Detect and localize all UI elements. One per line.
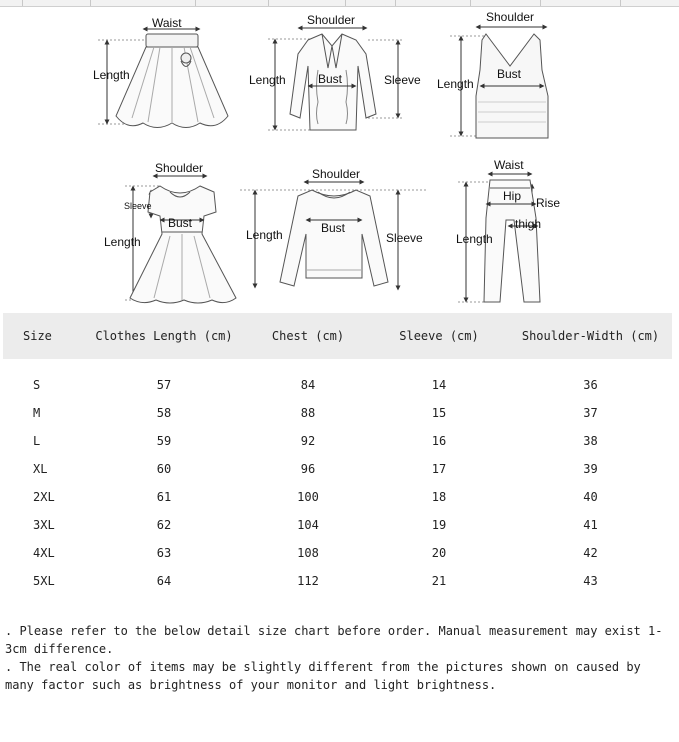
sleeve-cell: 15 [431, 406, 447, 420]
size-cell: 5XL [33, 574, 55, 588]
tank-top-length-label: Length [437, 77, 474, 91]
sweater-sleeve-label: Sleeve [386, 231, 423, 245]
size-cell: 3XL [33, 518, 55, 532]
size-cell: L [33, 434, 41, 448]
sleeve-cell: 16 [431, 434, 447, 448]
blazer-sleeve-label: Sleeve [384, 73, 421, 87]
chest-cell: 96 [300, 462, 316, 476]
column-header-size: Size [23, 329, 52, 343]
size-cell: 2XL [33, 490, 55, 504]
column-header-clothes-length: Clothes Length (cm) [95, 329, 233, 343]
sweater-bust-label: Bust [321, 221, 346, 235]
blazer-shoulder-label: Shoulder [307, 13, 356, 27]
chest-cell: 108 [297, 546, 319, 560]
sleeve-cell: 21 [431, 574, 447, 588]
sleeve-cell: 19 [431, 518, 447, 532]
skirt-length-label: Length [93, 68, 130, 82]
sleeve-cell: 14 [431, 378, 447, 392]
table-row [3, 399, 672, 427]
chest-cell: 88 [300, 406, 316, 420]
notes-section [5, 622, 675, 694]
size-cell: M [33, 406, 41, 420]
dress-shoulder-label: Shoulder [155, 161, 204, 175]
chest-cell: 112 [297, 574, 319, 588]
tank-top-bust-label: Bust [497, 67, 522, 81]
size-chart-table [3, 313, 672, 595]
chest-cell: 84 [300, 378, 316, 392]
table-header-row [3, 313, 672, 359]
chest-cell: 104 [297, 518, 319, 532]
dress-length-label: Length [104, 235, 141, 249]
shoulder-cell: 38 [583, 434, 598, 448]
length-cell: 61 [156, 490, 172, 504]
dress-diagram [125, 176, 236, 303]
blazer-length-label: Length [249, 73, 286, 87]
table-row [3, 427, 672, 455]
chest-cell: 100 [297, 490, 319, 504]
shoulder-cell: 40 [583, 490, 598, 504]
shoulder-cell: 37 [583, 406, 598, 420]
measurement-diagrams [0, 6, 679, 306]
size-cell: 4XL [33, 546, 55, 560]
size-cell: XL [33, 462, 48, 476]
length-cell: 60 [156, 462, 172, 476]
shoulder-cell: 36 [583, 378, 598, 392]
dress-bust-label: Bust [168, 216, 193, 230]
sweater-shoulder-label: Shoulder [312, 167, 361, 181]
length-cell: 58 [156, 406, 172, 420]
length-cell: 64 [156, 574, 172, 588]
column-header-sleeve: Sleeve (cm) [399, 329, 479, 343]
length-cell: 63 [156, 546, 172, 560]
dress-sleeve-label: Sleeve [124, 201, 152, 211]
pants-thigh-label: thigh [515, 217, 542, 231]
shoulder-cell: 42 [583, 546, 598, 560]
chest-cell: 92 [300, 434, 316, 448]
length-cell: 62 [156, 518, 172, 532]
blazer-bust-label: Bust [318, 72, 343, 86]
table-row [3, 483, 672, 511]
color-note: . The real color of items may be slightly different from the pictures shown on caused by many factor such as brightness of your monitor and light brightness. [5, 660, 648, 692]
length-cell: 57 [156, 378, 172, 392]
tank-top-shoulder-label: Shoulder [486, 10, 535, 24]
size-cell: S [33, 378, 41, 392]
table-row [3, 455, 672, 483]
pants-rise-label: Rise [536, 196, 561, 210]
sweater-length-label: Length [246, 228, 283, 242]
skirt-waist-label: Waist [152, 16, 182, 30]
table-row [3, 567, 672, 595]
sleeve-cell: 18 [431, 490, 447, 504]
measurement-note: . Please refer to the below detail size chart before order. Manual measurement may exist 1-3cm difference. [5, 624, 663, 656]
pants-hip-label: Hip [503, 189, 522, 203]
sleeve-cell: 20 [431, 546, 447, 560]
pants-waist-label: Waist [494, 158, 524, 172]
table-row [3, 371, 672, 399]
table-row [3, 539, 672, 567]
column-header-chest: Chest (cm) [271, 329, 345, 343]
shoulder-cell: 43 [583, 574, 598, 588]
pants-length-label: Length [456, 232, 493, 246]
garment-measurement-illustrations [0, 6, 679, 306]
length-cell: 59 [156, 434, 172, 448]
shoulder-cell: 41 [583, 518, 598, 532]
shoulder-cell: 39 [583, 462, 598, 476]
table-row [3, 511, 672, 539]
sleeve-cell: 17 [431, 462, 447, 476]
column-header-shoulder-width: Shoulder-Width (cm) [521, 329, 660, 343]
